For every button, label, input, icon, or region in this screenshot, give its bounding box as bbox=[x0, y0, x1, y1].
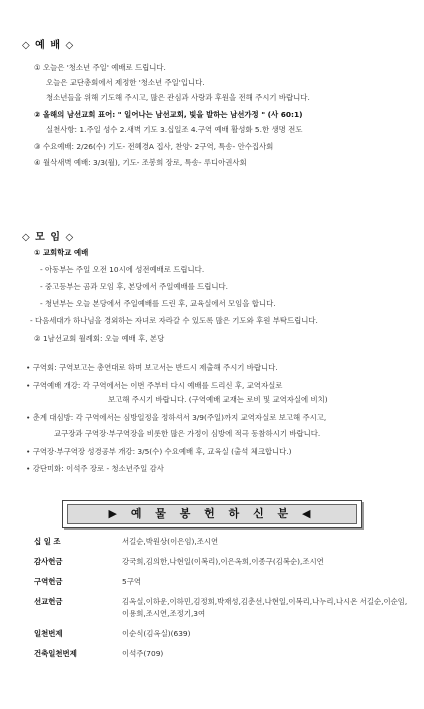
offering-row bbox=[34, 536, 414, 548]
offering-banner-title: ▶ 예 물 봉 헌 하 신 분 ◀ bbox=[67, 504, 357, 524]
offering-banner bbox=[62, 500, 362, 528]
offering-row bbox=[34, 648, 414, 660]
meetings-line-4: - 청년부는 오늘 본당에서 주일예배를 드린 후, 교육실에서 모임을 합니다. bbox=[40, 299, 276, 308]
notice-line-6: • 구역장·부구역장 성경공부 개강: 3/5(수) 수요예배 후, 교육실 (출석 체크합니다.) bbox=[26, 447, 292, 456]
offering-label: 구역헌금 bbox=[34, 577, 63, 586]
notice-line-3: 보고해 주시기 바랍니다. (구역예배 교재는 로비 및 교역자실에 비치) bbox=[108, 395, 328, 404]
offering-label: 건축일천번제 bbox=[34, 649, 77, 658]
worship-line-6: ③ 수요예배: 2/26(수) 기도- 전혜경A 집사, 찬양- 2구역, 특송- 안수집사회 bbox=[34, 142, 274, 151]
notice-line-1: • 구역회: 구역보고는 총연대로 하며 보고서는 반드시 제출해 주시기 바랍니다. bbox=[26, 363, 278, 372]
offering-label: 일천번제 bbox=[34, 629, 63, 638]
meetings-line-1: ① 교회학교 예배 bbox=[34, 248, 89, 257]
notice-line-4: • 춘계 대심방: 각 구역에서는 심방일정을 정하셔서 3/9(주일)까지 교역자실로 보고해 주시고, bbox=[26, 413, 327, 422]
offering-value: 김옥실,이하운,이하민,김정희,박재성,김춘선,나현일,이복리,나누리,나시온 서길순,이순임,이용희,조시연,조정기,3여 bbox=[122, 597, 408, 618]
offering-value: 강국희,김의한,나현일(이복리),이은옥희,이종구(김복순),조시연 bbox=[122, 557, 324, 566]
offering-value: 이석주(709) bbox=[122, 649, 164, 658]
offering-row bbox=[34, 628, 414, 640]
meetings-line-3: - 중고등부는 곰과 모임 후, 본당에서 주일예배를 드립니다. bbox=[40, 282, 229, 291]
worship-line-1: ① 오늘은 '청소년 주일' 예배로 드립니다. bbox=[34, 63, 166, 72]
offering-label: 감사헌금 bbox=[34, 557, 63, 566]
offering-row bbox=[34, 556, 414, 568]
worship-line-4: ② 올해의 남선교회 표어: " 일어나는 남선교회, 빛을 발하는 남선가정 " (사 60:1) bbox=[34, 110, 303, 119]
offering-value: 5구역 bbox=[122, 577, 141, 586]
notice-line-7: • 강단미화: 이석주 장로 - 청소년주일 감사 bbox=[26, 464, 164, 473]
worship-section-title: ◇ 예 배 ◇ bbox=[22, 40, 75, 51]
worship-line-3: 청소년들을 위해 기도해 주시고, 많은 관심과 사랑과 후원을 전해 주시기 바랍니다. bbox=[46, 93, 310, 102]
offering-row bbox=[34, 576, 414, 588]
offering-row bbox=[34, 596, 414, 620]
meetings-line-2: - 아동부는 주일 오전 10시에 성전예배로 드립니다. bbox=[40, 265, 205, 274]
meetings-section-title: ◇ 모 임 ◇ bbox=[22, 232, 75, 243]
offering-value: 서길순,박원상(이은임),조시연 bbox=[122, 537, 219, 546]
notice-line-2: • 구역예배 개강: 각 구역에서는 이번 주부터 다시 예배를 드리신 후, 교역자실로 bbox=[26, 381, 283, 390]
offering-label: 선교헌금 bbox=[34, 597, 63, 606]
meetings-line-6: ② 1남선교회 월례회: 오늘 예배 후, 본당 bbox=[34, 334, 165, 343]
meetings-line-5: - 다음세대가 하나님을 경외하는 자녀로 자라갈 수 있도록 많은 기도와 후원 부탁드립니다. bbox=[30, 316, 318, 325]
offering-label: 십 일 조 bbox=[34, 537, 61, 546]
offering-value: 이순식(김옥실)(639) bbox=[122, 629, 191, 638]
offering-list bbox=[34, 536, 414, 668]
worship-line-5: 실천사항: 1.주일 성수 2.새벽 기도 3.십일조 4.구역 예배 활성화 5.한 생명 전도 bbox=[46, 125, 303, 134]
worship-line-7: ④ 월삭새벽 예배: 3/3(월), 기도- 조봉희 장로, 특송- 루디아권사회 bbox=[34, 158, 247, 167]
worship-line-2: 오늘은 교단총회에서 제정한 '청소년 주일'입니다. bbox=[46, 78, 205, 87]
notice-line-5: 교구장과 구역장·부구역장을 비롯한 많은 가정이 심방에 적극 동참하시기 바랍니다. bbox=[54, 429, 321, 438]
